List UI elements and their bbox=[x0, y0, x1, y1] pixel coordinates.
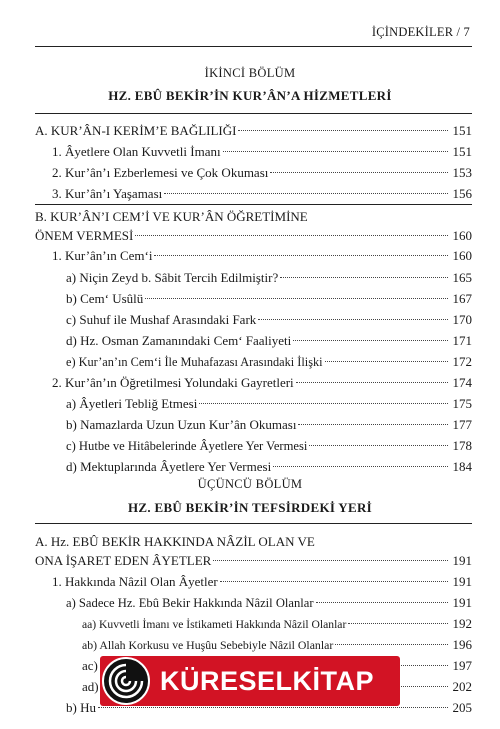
leader-dots bbox=[98, 706, 448, 708]
toc-entry[interactable]: e) Kur’an’ın Cem‘i İle Muhafazası Arasındaki İlişki 172 bbox=[66, 354, 472, 369]
leader-dots bbox=[293, 339, 448, 341]
kureselkitap-logo bbox=[100, 656, 400, 706]
toc-entry[interactable]: d) Hz. Osman Zamanındaki Cem‘ Faaliyeti 171 bbox=[66, 333, 472, 348]
leader-dots bbox=[220, 580, 448, 582]
leader-dots bbox=[199, 402, 448, 404]
logo-text: KÜRESELKİTAP bbox=[160, 666, 375, 696]
toc-entry[interactable]: 1. Hakkında Nâzil Olan Âyetler 191 bbox=[52, 574, 472, 589]
toc-entry[interactable]: a) Niçin Zeyd b. Sâbit Tercih Edilmiştir? 165 bbox=[66, 270, 472, 285]
toc-entry[interactable]: a) Âyetleri Tebliğ Etmesi 175 bbox=[66, 396, 472, 411]
toc-entry[interactable]: B. KUR’ÂN’I CEM’İ VE KUR’ÂN ÖĞRETİMİNE bbox=[35, 209, 308, 224]
leader-dots bbox=[316, 601, 448, 603]
leader-dots bbox=[223, 150, 448, 152]
running-header: İÇİNDEKİLER / 7 bbox=[371, 25, 470, 39]
leader-dots bbox=[145, 297, 448, 299]
toc-entry[interactable]: 2. Kur’ân’ın Öğretilmesi Yolundaki Gayretleri 174 bbox=[52, 375, 472, 390]
section-rule bbox=[35, 204, 472, 205]
leader-dots bbox=[238, 129, 448, 131]
part2-title: HZ. EBÛ BEKİR’İN KUR’ÂN’A HİZMETLERİ bbox=[108, 88, 392, 103]
toc-entry[interactable]: A. Hz. EBÛ BEKİR HAKKINDA NÂZİL OLAN VE bbox=[35, 534, 315, 549]
toc-entry[interactable]: 2. Kur’ân’ı Ezberlemesi ve Çok Okuması 153 bbox=[52, 165, 472, 180]
toc-entry[interactable]: ÖNEM VERMESİ 160 bbox=[35, 228, 472, 243]
leader-dots bbox=[309, 444, 448, 446]
leader-dots bbox=[154, 254, 448, 256]
toc-entry[interactable]: A. KUR’ÂN-I KERİM’E BAĞLILIĞI 151 bbox=[35, 123, 472, 138]
part3-label: ÜÇÜNCÜ BÖLÜM bbox=[197, 477, 303, 491]
leader-dots bbox=[298, 423, 448, 425]
part3-rule bbox=[35, 523, 472, 524]
toc-entry[interactable]: a) Sadece Hz. Ebû Bekir Hakkında Nâzil Olanlar 191 bbox=[66, 595, 472, 610]
toc-entry[interactable]: c) Hutbe ve Hitâbelerinde Âyetlere Yer Vermesi 178 bbox=[66, 438, 472, 453]
part2-rule bbox=[35, 113, 472, 114]
leader-dots bbox=[280, 276, 448, 278]
toc-entry[interactable]: ab) Allah Korkusu ve Huşûu Sebebiyle Nâzil Olanlar 196 bbox=[82, 637, 472, 652]
toc-entry[interactable]: ac) 197 bbox=[82, 658, 472, 673]
part3-title: HZ. EBÛ BEKİR’İN TEFSİRDEKİ YERİ bbox=[127, 500, 373, 515]
leader-dots bbox=[213, 559, 448, 561]
leader-dots bbox=[164, 192, 448, 194]
toc-entry[interactable]: d) Mektuplarında Âyetlere Yer Vermesi 184 bbox=[66, 459, 472, 474]
toc-entry[interactable]: 1. Âyetlere Olan Kuvvetli İmanı 151 bbox=[52, 144, 472, 159]
leader-dots bbox=[270, 171, 448, 173]
leader-dots bbox=[135, 234, 448, 236]
leader-dots bbox=[348, 622, 448, 624]
leader-dots bbox=[258, 318, 448, 320]
leader-dots bbox=[273, 465, 448, 467]
logo-swirl-icon bbox=[102, 657, 150, 705]
leader-dots bbox=[335, 643, 448, 645]
leader-dots bbox=[325, 360, 448, 362]
toc-entry[interactable]: b) Hu 205 bbox=[66, 700, 472, 715]
toc-entry[interactable]: ad) 202 bbox=[82, 679, 472, 694]
toc-entry[interactable]: 1. Kur’ân’ın Cem‘i 160 bbox=[52, 248, 472, 263]
toc-entry[interactable]: b) Cem‘ Usûlü 167 bbox=[66, 291, 472, 306]
leader-dots bbox=[296, 381, 448, 383]
header-rule bbox=[35, 46, 472, 47]
toc-entry[interactable]: c) Suhuf ile Mushaf Arasındaki Fark 170 bbox=[66, 312, 472, 327]
toc-entry[interactable]: b) Namazlarda Uzun Uzun Kur’ân Okuması 177 bbox=[66, 417, 472, 432]
part2-label: İKİNCİ BÖLÜM bbox=[204, 66, 296, 80]
toc-entry[interactable]: aa) Kuvvetli İmanı ve İstikameti Hakkında Nâzil Olanlar 192 bbox=[82, 616, 472, 631]
toc-entry[interactable]: 3. Kur’ân’ı Yaşaması 156 bbox=[52, 186, 472, 201]
toc-entry[interactable]: ONA İŞARET EDEN ÂYETLER 191 bbox=[35, 553, 472, 568]
